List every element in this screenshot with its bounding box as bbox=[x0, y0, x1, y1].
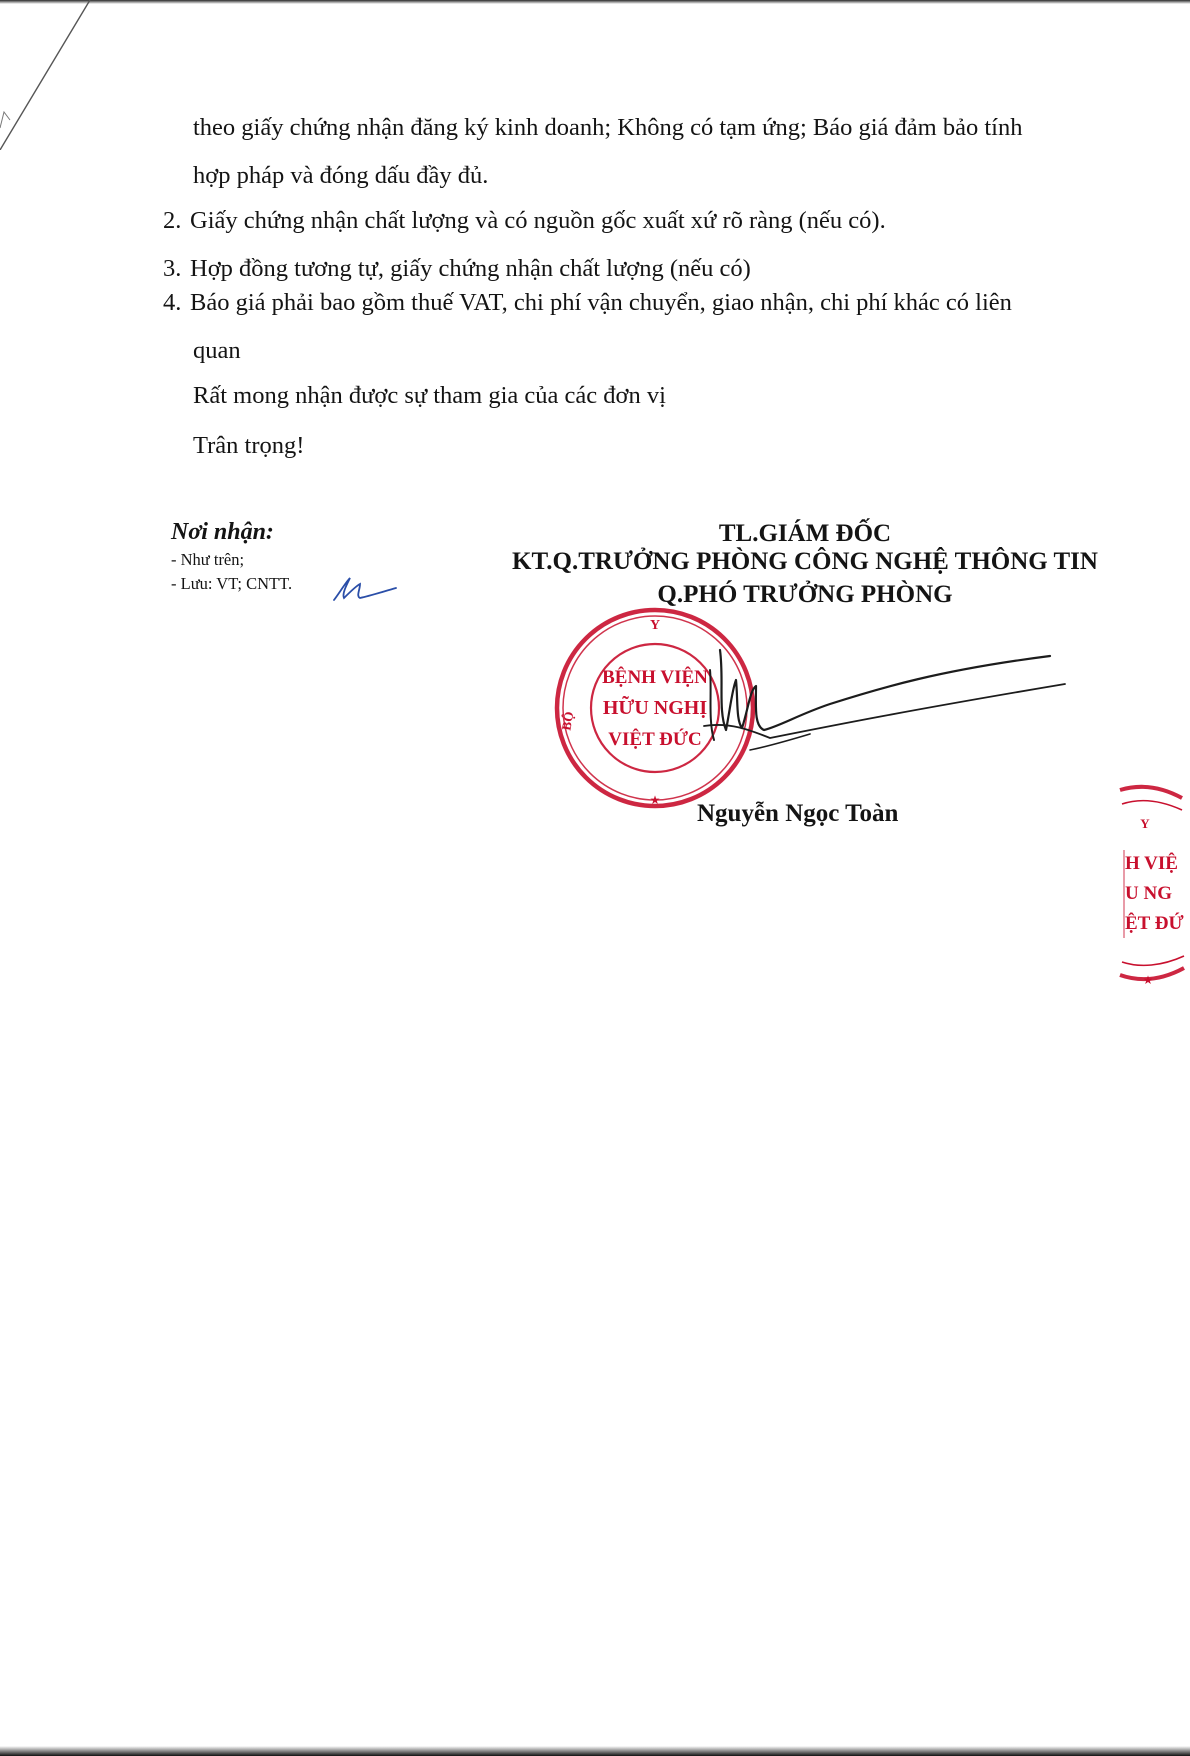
list-item-text: Hợp đồng tương tự, giấy chứng nhận chất lượng (nếu có) bbox=[190, 255, 751, 282]
signer-title-line: TL.GIÁM ĐỐC bbox=[718, 520, 892, 547]
closing-request: Rất mong nhận được sự tham gia của các đơn vị bbox=[193, 382, 666, 409]
list-number: 2. bbox=[163, 207, 182, 234]
list-number: 4. bbox=[163, 289, 182, 316]
partial-stamp-line: U NG bbox=[1125, 883, 1172, 904]
paragraph-line: hợp pháp và đóng dấu đầy đủ. bbox=[193, 162, 489, 189]
paragraph-line: theo giấy chứng nhận đăng ký kinh doanh; Không có tạm ứng; Báo giá đảm bảo tính bbox=[193, 114, 1023, 141]
signer-name: Nguyễn Ngọc Toàn bbox=[697, 800, 899, 827]
stamp-side-text: BỘ bbox=[558, 710, 577, 732]
list-item bbox=[163, 288, 1012, 318]
stamp-top-text: Y bbox=[649, 618, 661, 633]
scan-top-edge bbox=[0, 0, 1190, 4]
handwritten-signature bbox=[690, 630, 1070, 780]
stamp-line: VIỆT ĐỨC bbox=[608, 729, 702, 750]
partial-stamp-line: ỆT ĐỨ bbox=[1125, 913, 1184, 934]
paragraph-line: quan bbox=[193, 337, 241, 364]
handwritten-initial bbox=[330, 572, 400, 608]
partial-page-seal bbox=[1110, 770, 1190, 1000]
folded-corner-mark bbox=[0, 0, 110, 150]
recipient-item: - Lưu: VT; CNTT. bbox=[171, 574, 293, 593]
regards: Trân trọng! bbox=[193, 432, 305, 459]
scan-bottom-edge bbox=[0, 1746, 1190, 1756]
signer-title-line: Q.PHÓ TRƯỞNG PHÒNG bbox=[657, 581, 953, 608]
list-number: 3. bbox=[163, 255, 182, 282]
list-item-text: Báo giá phải bao gồm thuế VAT, chi phí vận chuyển, giao nhận, chi phí khác có liên bbox=[190, 289, 1012, 316]
list-item bbox=[163, 254, 751, 284]
partial-stamp-top-text: Y bbox=[1140, 816, 1150, 831]
stamp-line: HỮU NGHỊ bbox=[602, 697, 708, 719]
list-item bbox=[163, 206, 886, 236]
list-item-text: Giấy chứng nhận chất lượng và có nguồn gốc xuất xứ rõ ràng (nếu có). bbox=[190, 207, 886, 234]
partial-stamp-star-icon: ★ bbox=[1142, 973, 1154, 987]
recipient-item: - Như trên; bbox=[171, 550, 245, 569]
recipients-title: Nơi nhận: bbox=[171, 519, 274, 545]
partial-stamp-line: H VIỆ bbox=[1125, 853, 1178, 874]
stamp-star-icon: ★ bbox=[649, 793, 661, 807]
signer-title-line: KT.Q.TRƯỞNG PHÒNG CÔNG NGHỆ THÔNG TIN bbox=[512, 548, 1098, 575]
stamp-line: BỆNH VIỆN bbox=[602, 667, 708, 688]
